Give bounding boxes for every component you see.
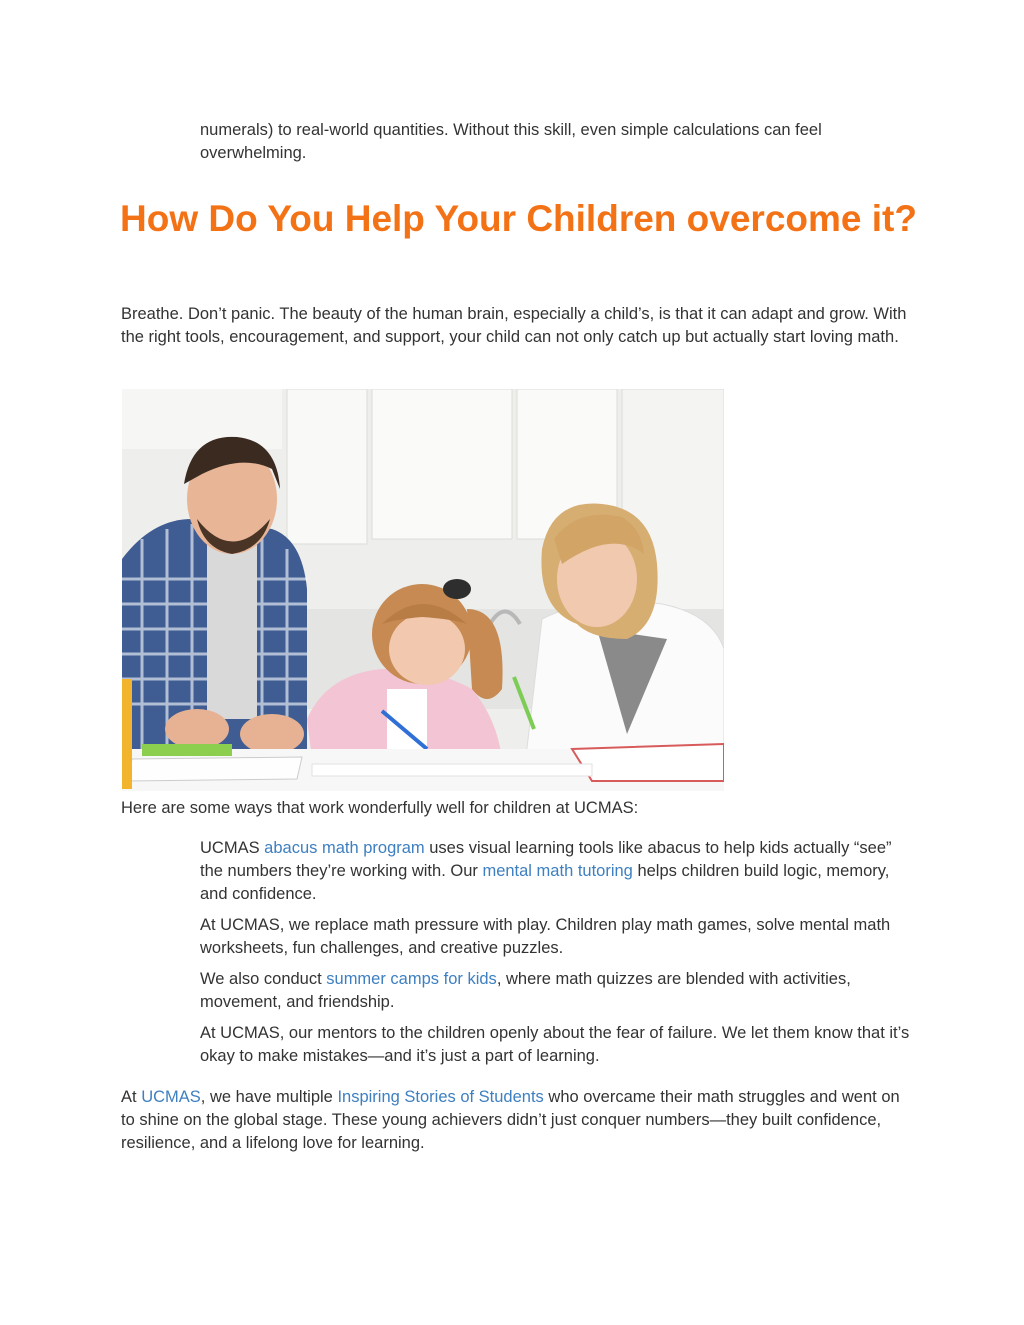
list-item-text: , where math quizzes are blended with activities, movement, and friendship. [200, 970, 851, 1011]
section-heading: How Do You Help Your Children overcome it? [120, 198, 917, 239]
closing-text: At [121, 1088, 142, 1106]
ucmas-link[interactable]: UCMAS [141, 1088, 201, 1106]
inspiring-stories-link[interactable]: Inspiring Stories of Students [337, 1088, 544, 1106]
list-item: At UCMAS, we replace math pressure with play. Children play math games, solve mental math worksheets, fun challenges, and creative puzzles. [200, 916, 891, 957]
mental-math-tutoring-link[interactable]: mental math tutoring [482, 862, 633, 880]
list-item-text: We also conduct [200, 970, 327, 988]
list-item: At UCMAS, our mentors to the children openly about the fear of failure. We let them know that it’s okay to make mistakes—and it’s just a part of learning. [200, 1024, 910, 1065]
intro-line-1: numerals) to real-world quantities. Without this skill, even simple calculations can feel [200, 121, 822, 139]
list-item [200, 968, 910, 1014]
list-item-text: helps children build logic, memory, and confidence. [200, 862, 890, 903]
summer-camps-link[interactable]: summer camps for kids [326, 970, 497, 988]
list-item-text: UCMAS [200, 839, 265, 857]
body-paragraph: Breathe. Don’t panic. The beauty of the human brain, especially a child’s, is that it can adapt and grow. With the right tools, encouragement, and support, your child can not only catch up but actually start loving math. [121, 305, 907, 346]
family-photo [122, 389, 724, 791]
abacus-math-program-link[interactable]: abacus math program [264, 839, 425, 857]
closing-text: who overcame their math struggles and went on to shine on the global stage. These young achievers didn’t just conquer numbers—they built confidence, resilience, and a lifelong love for learning. [121, 1088, 900, 1152]
ways-intro: Here are some ways that work wonderfully well for children at UCMAS: [121, 799, 639, 817]
intro-paragraph [200, 119, 910, 165]
closing-paragraph [121, 1086, 911, 1155]
list-item-text: uses visual learning tools like abacus to help kids actually “see” the numbers they’re working with. Our [200, 839, 892, 880]
list-item [200, 837, 910, 906]
closing-text: , we have multiple [200, 1088, 338, 1106]
intro-line-2: overwhelming. [200, 144, 307, 162]
